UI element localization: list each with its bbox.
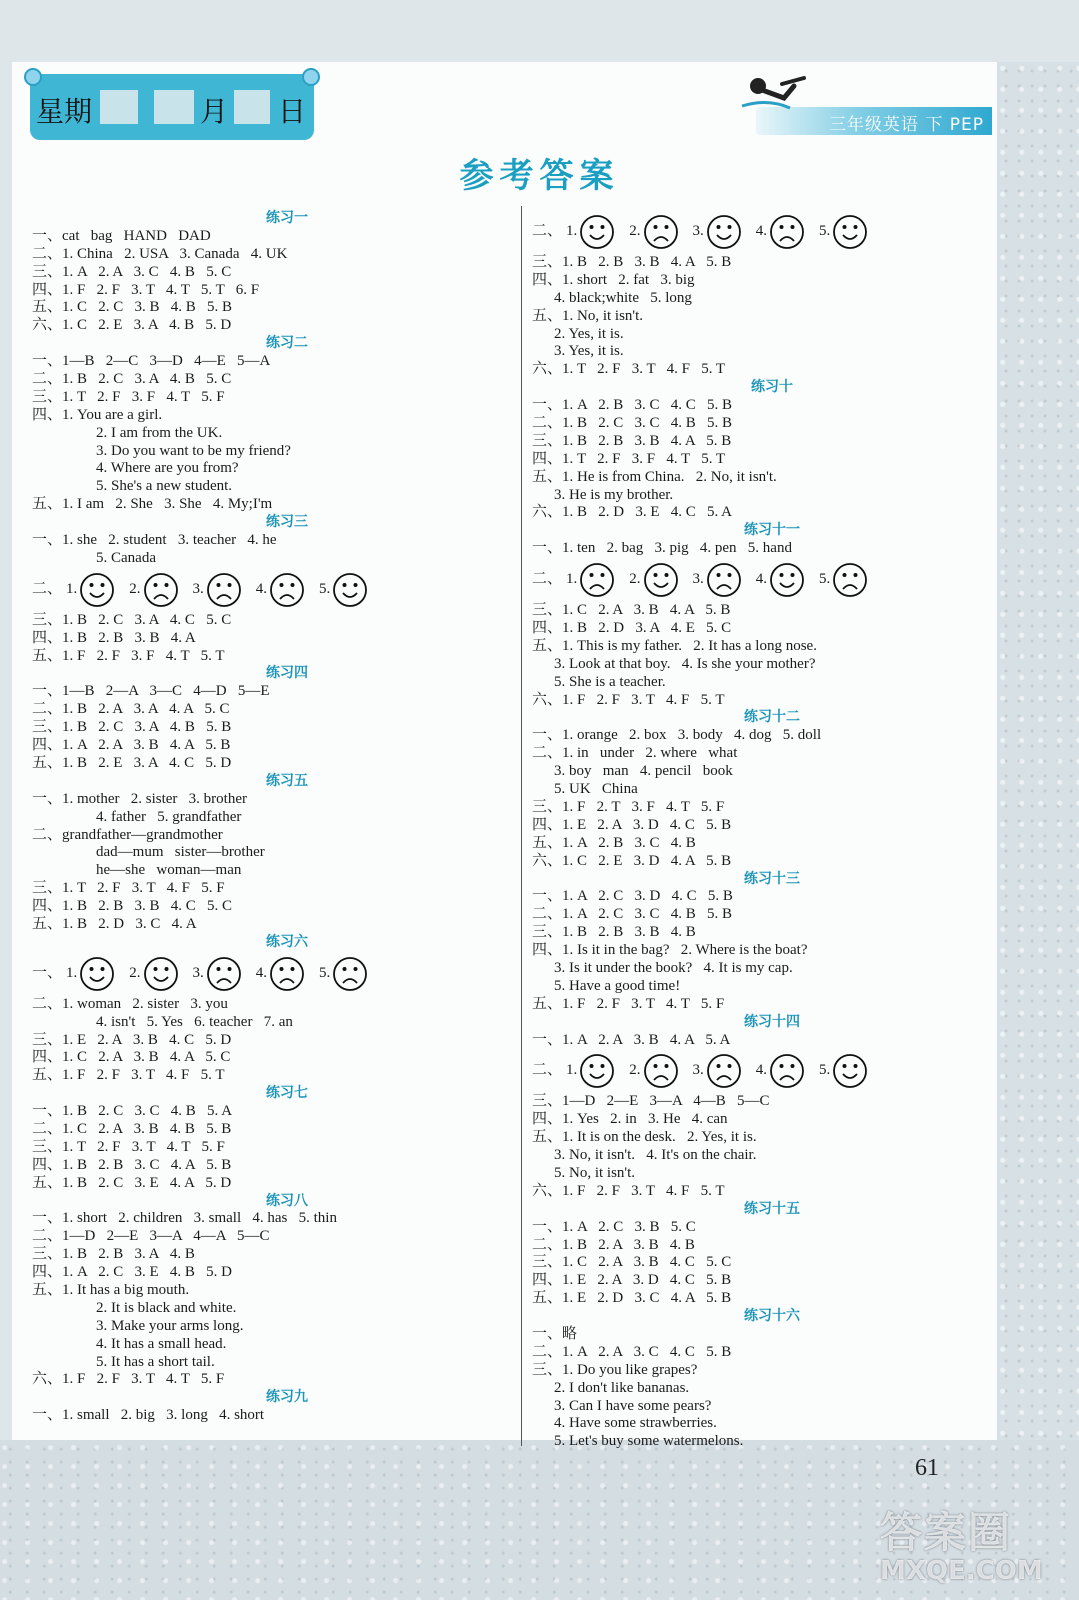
- weekday-label: 星期: [36, 95, 93, 128]
- month-blank: [154, 90, 194, 124]
- face-answer: [693, 214, 742, 250]
- section-heading: 练习十: [751, 379, 793, 396]
- answer-line: 一、cat bag HAND DAD: [32, 227, 211, 244]
- answer-line: 3. Make your arms long.: [96, 1317, 244, 1334]
- answer-line: 二、1. in under 2. where what: [532, 745, 738, 762]
- answer-line: 二、1. B 2. A 3. A 4. A 5. C: [32, 701, 230, 718]
- watermark: [880, 1500, 1070, 1590]
- answer-line: 5. She's a new student.: [96, 478, 233, 495]
- date-box: [30, 74, 314, 140]
- answer-line: 4. Where are you from?: [96, 460, 239, 477]
- answer-line: 3. Is it under the book? 4. It is my cap.: [554, 959, 793, 976]
- answer-line: 二、1. C 2. A 3. B 4. B 5. B: [32, 1120, 232, 1137]
- answer-number: 2.: [629, 571, 641, 588]
- answer-line: 三、1. E 2. A 3. B 4. C 5. D: [32, 1031, 232, 1048]
- answer-line: 二、1. B 2. C 3. C 4. B 5. B: [532, 415, 733, 432]
- face-answer: [629, 1053, 678, 1089]
- face-answer: [693, 1053, 742, 1089]
- answer-line: 三、1. C 2. A 3. B 4. C 5. C: [532, 1254, 732, 1271]
- answer-number: 3.: [692, 1062, 704, 1079]
- answer-number: 4.: [755, 223, 768, 240]
- answer-line: 3. Can I have some pears?: [554, 1397, 712, 1414]
- corner-dot-icon: [302, 68, 320, 86]
- answer-line: 三、1. B 2. B 3. B 4. A 5. B: [532, 432, 732, 449]
- answer-line: 五、1. B 2. E 3. A 4. C 5. D: [32, 754, 232, 771]
- happy-face-icon: [706, 214, 742, 250]
- face-answer: [756, 214, 805, 250]
- happy-face-icon: [832, 1053, 868, 1089]
- answer-number: 5.: [819, 223, 831, 240]
- answer-line: 五、1. C 2. C 3. B 4. B 5. B: [32, 299, 233, 316]
- grade-banner-text: 三年级英语 下 PEP: [828, 115, 984, 135]
- answer-line: 三、1. T 2. F 3. T 4. F 5. F: [32, 880, 225, 897]
- answer-line: 六、1. F 2. F 3. T 4. F 5. T: [532, 1182, 725, 1199]
- answer-line: 一、1—B 2—C 3—D 4—E 5—A: [32, 353, 271, 370]
- happy-face-icon: [579, 1053, 615, 1089]
- sad-face-icon: [643, 214, 679, 250]
- answer-line: 三、1—D 2—E 3—A 4—B 5—C: [532, 1093, 770, 1110]
- answer-line: 二、1. A 2. C 3. C 4. B 5. B: [532, 906, 733, 923]
- answer-line: 三、1. B 2. C 3. A 4. B 5. B: [32, 719, 232, 736]
- face-answers-row: [532, 558, 972, 602]
- section-heading: 练习十三: [744, 870, 800, 887]
- section-heading: 练习十四: [744, 1013, 800, 1030]
- face-answer: [819, 1053, 868, 1089]
- answer-line: 六、1. F 2. F 3. T 4. F 5. T: [532, 691, 725, 708]
- answer-number: 5.: [319, 580, 331, 597]
- section-heading: 练习十二: [744, 709, 800, 726]
- answer-line: 4. black;white 5. long: [554, 289, 692, 306]
- face-answer: [566, 214, 615, 250]
- answer-line: dad—mum sister—brother: [96, 844, 265, 861]
- answer-line: 4. Have some strawberries.: [554, 1415, 717, 1432]
- sad-face-icon: [706, 1053, 742, 1089]
- face-answer: [129, 572, 178, 608]
- sad-face-icon: [269, 572, 305, 608]
- face-answer: [819, 562, 868, 598]
- face-answer: [629, 562, 678, 598]
- answer-line: 4. father 5. grandfather: [96, 808, 242, 825]
- answer-line: 五、1. E 2. D 3. C 4. A 5. B: [532, 1290, 732, 1307]
- answer-line: 5. Let's buy some watermelons.: [554, 1433, 744, 1450]
- answer-line: 五、1. B 2. C 3. E 4. A 5. D: [32, 1174, 232, 1191]
- answer-line: 一、1. A 2. A 3. B 4. A 5. A: [532, 1031, 731, 1048]
- question-number: 二、: [32, 580, 63, 597]
- answer-line: 四、1. B 2. D 3. A 4. E 5. C: [532, 620, 732, 637]
- face-answer: [629, 214, 678, 250]
- answer-line: 五、1. He is from China. 2. No, it isn't.: [532, 468, 777, 485]
- day-label: 日: [278, 95, 307, 128]
- answer-line: 六、1. F 2. F 3. T 4. T 5. F: [32, 1371, 225, 1388]
- sad-face-icon: [579, 562, 615, 598]
- answer-line: 五、1. F 2. F 3. F 4. T 5. T: [32, 647, 225, 664]
- answer-line: 一、1. A 2. C 3. D 4. C 5. B: [532, 888, 733, 905]
- answer-number: 4.: [255, 580, 268, 597]
- page-title: 参考答案: [459, 156, 620, 196]
- watermark-cn: 答案圈: [880, 1508, 1013, 1557]
- answer-number: 3.: [692, 223, 704, 240]
- column-divider: [521, 206, 522, 1446]
- answer-line: 四、1. You are a girl.: [32, 406, 163, 423]
- answer-line: 3. boy man 4. pencil book: [554, 763, 733, 780]
- sad-face-icon: [206, 956, 242, 992]
- sad-face-icon: [832, 562, 868, 598]
- answer-line: 二、1. A 2. A 3. C 4. C 5. B: [532, 1343, 732, 1360]
- answer-line: 六、1. C 2. E 3. D 4. A 5. B: [532, 852, 732, 869]
- section-heading: 练习二: [266, 335, 308, 352]
- section-heading: 练习四: [266, 665, 308, 682]
- answer-line: 五、1. B 2. D 3. C 4. A: [32, 915, 197, 932]
- face-answer: [756, 562, 805, 598]
- answer-line: 四、1. A 2. C 3. E 4. B 5. D: [32, 1264, 233, 1281]
- question-number: 二、: [532, 571, 563, 588]
- face-answer: [256, 956, 305, 992]
- answer-line: 5. UK China: [554, 781, 638, 798]
- face-answer: [66, 956, 115, 992]
- answer-line: 3. Look at that boy. 4. Is she your mother?: [554, 655, 816, 672]
- page-edge-right: [997, 62, 1079, 1440]
- answer-line: 二、1. B 2. A 3. B 4. B: [532, 1236, 695, 1253]
- happy-face-icon: [643, 562, 679, 598]
- answer-line: 四、1. Is it in the bag? 2. Where is the boat?: [532, 942, 808, 959]
- happy-face-icon: [332, 572, 368, 608]
- skater-icon: [738, 72, 808, 112]
- answer-line: 2. I don't like bananas.: [554, 1379, 690, 1396]
- happy-face-icon: [769, 562, 805, 598]
- answer-line: 四、1. C 2. A 3. B 4. A 5. C: [32, 1049, 231, 1066]
- answer-number: 1.: [566, 571, 578, 588]
- answer-line: 二、1. woman 2. sister 3. you: [32, 995, 228, 1012]
- left-answer-column: [32, 210, 502, 1425]
- answer-line: 四、1. E 2. A 3. D 4. C 5. B: [532, 816, 732, 833]
- face-answer: [319, 572, 368, 608]
- answer-line: 2. It is black and white.: [96, 1299, 237, 1316]
- answer-line: 一、1. small 2. big 3. long 4. short: [32, 1407, 265, 1424]
- face-answer: [193, 572, 242, 608]
- answer-line: 一、1. she 2. student 3. teacher 4. he: [32, 532, 277, 549]
- answer-line: 三、1. B 2. C 3. A 4. C 5. C: [32, 611, 232, 628]
- answer-line: 三、1. A 2. A 3. C 4. B 5. C: [32, 263, 232, 280]
- section-heading: 练习一: [266, 210, 308, 226]
- face-answer: [693, 562, 742, 598]
- answer-line: 5. She is a teacher.: [554, 673, 666, 690]
- day-blank: [234, 90, 270, 124]
- answer-line: 四、1. B 2. B 3. B 4. A: [32, 629, 196, 646]
- page-number: 61: [915, 1455, 939, 1481]
- section-heading: 练习三: [266, 514, 308, 531]
- section-heading: 练习十六: [744, 1308, 800, 1325]
- section-heading: 练习七: [266, 1085, 308, 1102]
- face-answer: [129, 956, 178, 992]
- answer-line: 六、1. B 2. D 3. E 4. C 5. A: [532, 504, 733, 521]
- answer-line: 一、1. ten 2. bag 3. pig 4. pen 5. hand: [532, 540, 792, 557]
- face-answers-row: [532, 210, 972, 254]
- answer-line: 五、1. It has a big mouth.: [32, 1281, 190, 1298]
- answer-number: 1.: [66, 580, 78, 597]
- answer-line: 五、1. F 2. F 3. T 4. T 5. F: [532, 995, 725, 1012]
- answer-line: 四、1. E 2. A 3. D 4. C 5. B: [532, 1272, 732, 1289]
- answer-line: 三、1. B 2. B 3. B 4. A 5. B: [532, 254, 732, 270]
- answer-number: 5.: [819, 571, 831, 588]
- answer-line: 一、1. B 2. C 3. C 4. B 5. A: [32, 1103, 233, 1120]
- watermark-en: MXQE.COM: [880, 1556, 1043, 1586]
- answer-number: 4.: [755, 571, 768, 588]
- answer-number: 3.: [692, 571, 704, 588]
- sad-face-icon: [206, 572, 242, 608]
- answer-line: 一、略: [532, 1325, 578, 1342]
- answer-number: 3.: [192, 964, 204, 981]
- answer-number: 2.: [629, 223, 641, 240]
- answer-line: 五、1. No, it isn't.: [532, 307, 644, 324]
- face-answer: [819, 214, 868, 250]
- face-answer: [756, 1053, 805, 1089]
- face-answer: [256, 572, 305, 608]
- face-answer: [193, 956, 242, 992]
- corner-dot-icon: [24, 68, 42, 86]
- answer-number: 1.: [66, 964, 78, 981]
- answer-line: 四、1. Yes 2. in 3. He 4. can: [532, 1111, 728, 1128]
- answer-line: 一、1. orange 2. box 3. body 4. dog 5. doll: [532, 727, 822, 744]
- answer-line: 三、1. B 2. B 3. B 4. B: [532, 924, 696, 941]
- answer-line: 五、1. This is my father. 2. It has a long nose.: [532, 637, 817, 654]
- answer-line: 五、1. A 2. B 3. C 4. B: [532, 834, 696, 851]
- answer-line: 三、1. F 2. T 3. F 4. T 5. F: [532, 798, 725, 815]
- answer-line: 三、1. T 2. F 3. F 4. T 5. F: [32, 388, 225, 405]
- answer-line: 4. It has a small head.: [96, 1335, 227, 1352]
- answer-line: 3. Yes, it is.: [554, 343, 624, 360]
- answer-line: 五、1. It is on the desk. 2. Yes, it is.: [532, 1129, 757, 1146]
- answer-line: 四、1. B 2. B 3. C 4. A 5. B: [32, 1156, 232, 1173]
- section-heading: 练习九: [266, 1389, 308, 1406]
- answer-line: 四、1. short 2. fat 3. big: [532, 271, 695, 288]
- answer-number: 5.: [819, 1062, 831, 1079]
- face-answers-row: [32, 952, 502, 996]
- sad-face-icon: [769, 1053, 805, 1089]
- answer-line: he—she woman—man: [96, 862, 242, 879]
- happy-face-icon: [79, 956, 115, 992]
- answer-number: 3.: [192, 580, 204, 597]
- answer-line: 五、1. I am 2. She 3. She 4. My;I'm: [32, 496, 273, 513]
- answer-line: 五、1. F 2. F 3. T 4. F 5. T: [32, 1067, 225, 1084]
- sad-face-icon: [769, 214, 805, 250]
- question-number: 一、: [32, 964, 63, 981]
- answer-line: 三、1. Do you like grapes?: [532, 1361, 698, 1378]
- answer-number: 2.: [129, 964, 141, 981]
- answer-line: 四、1. B 2. B 3. B 4. C 5. C: [32, 898, 233, 915]
- month-label: 月: [200, 95, 229, 128]
- answer-number: 4.: [255, 964, 268, 981]
- section-heading: 练习十一: [744, 522, 800, 539]
- answer-number: 2.: [629, 1062, 641, 1079]
- answer-line: 3. Do you want to be my friend?: [96, 442, 291, 459]
- answer-line: 2. I am from the UK.: [96, 424, 223, 441]
- answer-line: 二、1. China 2. USA 3. Canada 4. UK: [32, 245, 288, 262]
- answer-line: 一、1. A 2. B 3. C 4. C 5. B: [532, 397, 733, 414]
- answer-line: 5. No, it isn't.: [554, 1164, 636, 1181]
- answer-line: 三、1. T 2. F 3. T 4. T 5. F: [32, 1138, 225, 1155]
- answer-line: 2. Yes, it is.: [554, 325, 624, 342]
- question-number: 二、: [532, 1062, 563, 1079]
- happy-face-icon: [832, 214, 868, 250]
- answer-line: 三、1. B 2. B 3. A 4. B: [32, 1246, 195, 1263]
- answer-line: 一、1. A 2. C 3. B 5. C: [532, 1218, 696, 1235]
- answer-number: 1.: [566, 1062, 578, 1079]
- answer-line: 3. He is my brother.: [554, 486, 674, 503]
- section-heading: 练习八: [266, 1192, 308, 1209]
- face-answers-row: [532, 1049, 972, 1093]
- happy-face-icon: [579, 214, 615, 250]
- answer-line: 5. It has a short tail.: [96, 1353, 215, 1370]
- answer-line: 5. Have a good time!: [554, 977, 681, 994]
- sad-face-icon: [332, 956, 368, 992]
- answer-line: 一、1—B 2—A 3—C 4—D 5—E: [32, 683, 270, 700]
- answer-line: 3. No, it isn't. 4. It's on the chair.: [554, 1147, 757, 1164]
- answer-line: 四、1. F 2. F 3. T 4. T 5. T 6. F: [32, 281, 260, 298]
- answer-line: 二、grandfather—grandmother: [32, 826, 223, 843]
- answer-line: 四、1. T 2. F 3. F 4. T 5. T: [532, 450, 726, 467]
- sad-face-icon: [143, 572, 179, 608]
- answer-line: 一、1. mother 2. sister 3. brother: [32, 790, 247, 807]
- answer-line: 二、1—D 2—E 3—A 4—A 5—C: [32, 1228, 270, 1245]
- right-answer-column: [532, 210, 972, 1451]
- answer-line: 六、1. T 2. F 3. T 4. F 5. T: [532, 361, 726, 378]
- answer-line: 四、1. A 2. A 3. B 4. A 5. B: [32, 737, 231, 754]
- answer-line: 4. isn't 5. Yes 6. teacher 7. an: [96, 1013, 293, 1030]
- answer-number: 1.: [566, 223, 578, 240]
- face-answers-row: [32, 568, 502, 612]
- answer-line: 二、1. B 2. C 3. A 4. B 5. C: [32, 371, 232, 388]
- question-number: 二、: [532, 223, 563, 240]
- sad-face-icon: [269, 956, 305, 992]
- section-heading: 练习六: [266, 933, 308, 950]
- happy-face-icon: [143, 956, 179, 992]
- section-heading: 练习十五: [744, 1200, 800, 1217]
- face-answer: [66, 572, 115, 608]
- face-answer: [566, 562, 615, 598]
- answer-line: 三、1. C 2. A 3. B 4. A 5. B: [532, 602, 731, 619]
- answer-number: 2.: [129, 580, 141, 597]
- happy-face-icon: [79, 572, 115, 608]
- sad-face-icon: [706, 562, 742, 598]
- answer-line: 一、1. short 2. children 3. small 4. has 5. thin: [32, 1210, 337, 1227]
- weekday-blank: [100, 90, 138, 124]
- answer-number: 4.: [755, 1062, 768, 1079]
- answer-line: 5. Canada: [96, 549, 156, 566]
- face-answer: [319, 956, 368, 992]
- answer-line: 六、1. C 2. E 3. A 4. B 5. D: [32, 317, 232, 334]
- face-answer: [566, 1053, 615, 1089]
- answer-number: 5.: [319, 964, 331, 981]
- section-heading: 练习五: [266, 772, 308, 789]
- sad-face-icon: [643, 1053, 679, 1089]
